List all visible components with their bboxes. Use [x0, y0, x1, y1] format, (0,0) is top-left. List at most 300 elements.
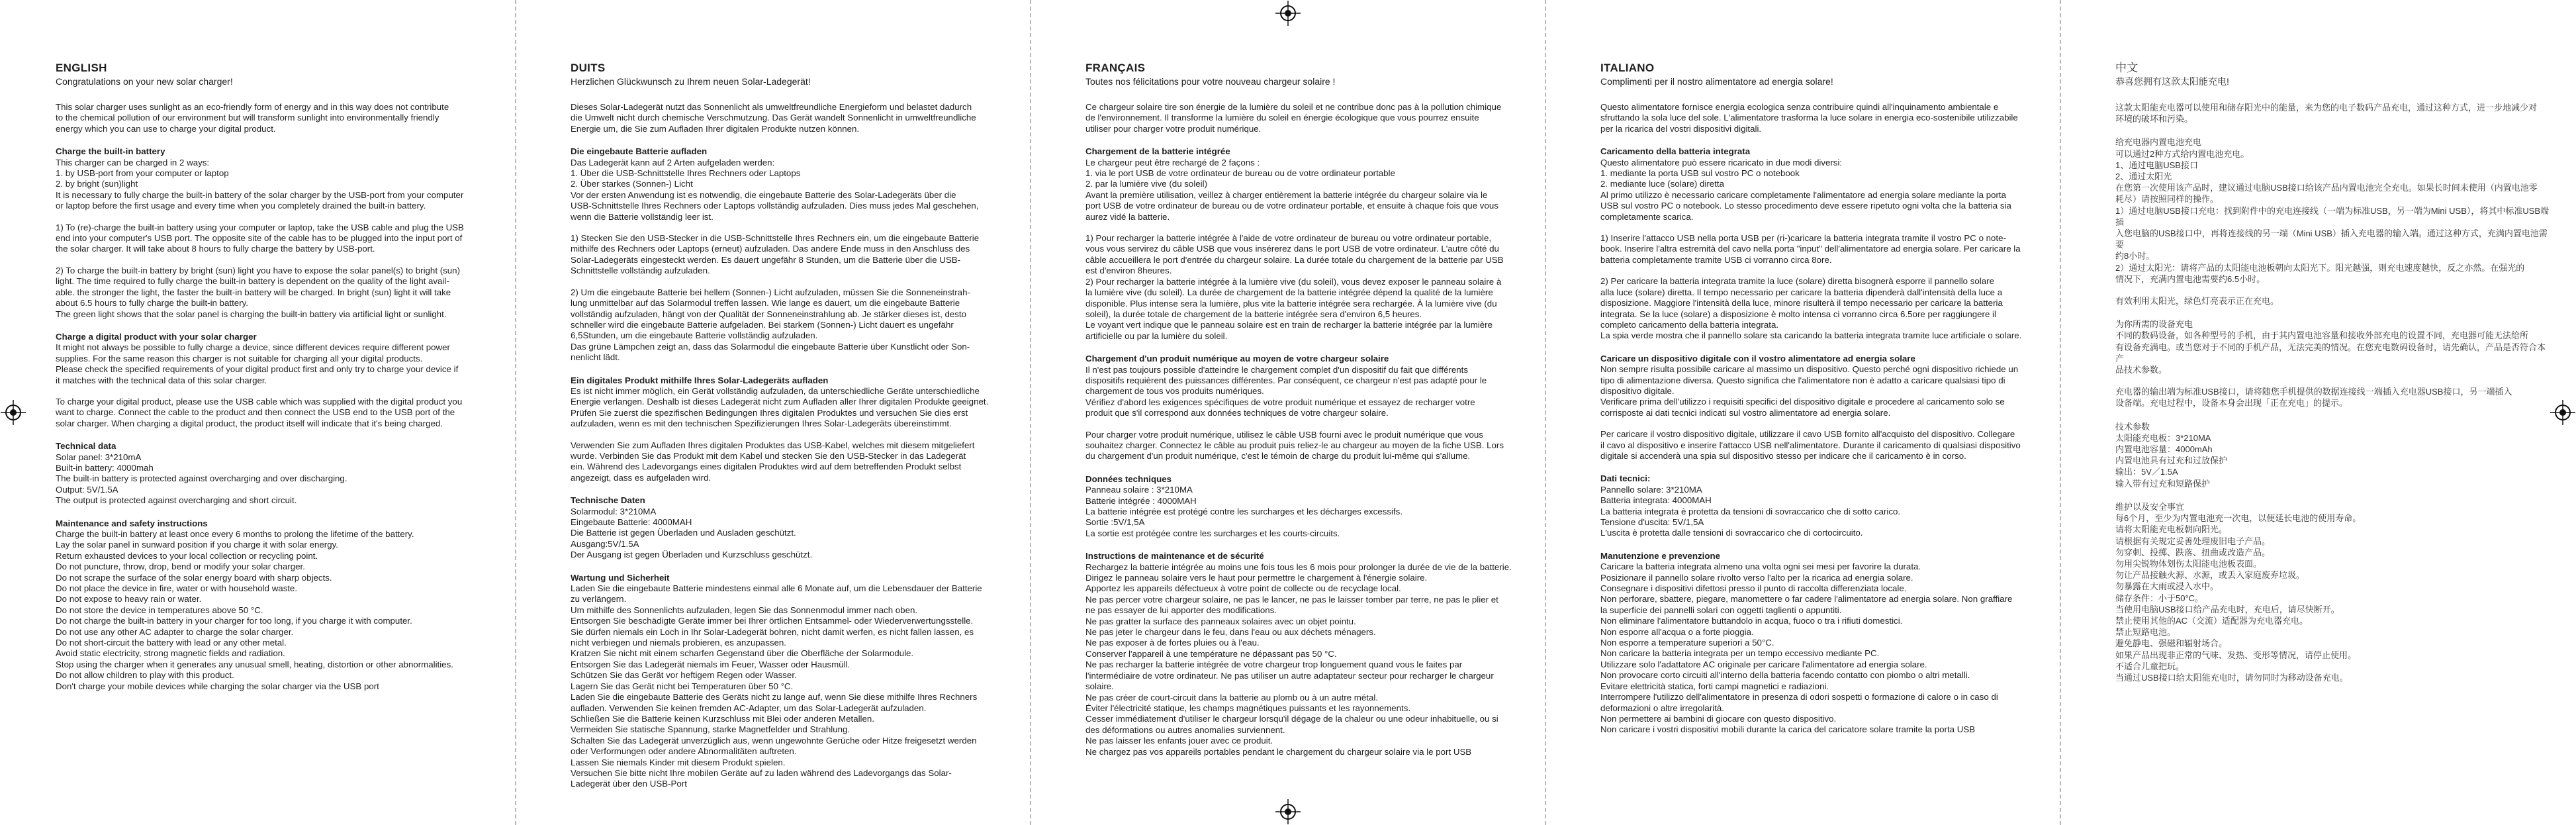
- text-line: USB sul vostro PC o notebook. Lo stesso procedimento deve essere ripetuto ogni volta che la batteria sia: [1600, 201, 2011, 211]
- section-title: Caricare un dispositivo digitale con il vostro alimentatore ad energia solare: [1600, 353, 1915, 364]
- text-line: Utilizzare solo l'adattatore AC originale per caricare l'alimentatore ad energia solare.: [1600, 659, 1927, 669]
- text-line: 维护以及安全事宜: [2115, 501, 2185, 512]
- intro-block: [1600, 75, 2080, 87]
- text-line: 技术参数: [2115, 421, 2150, 432]
- text-line: Sie dürfen niemals ein Loch in Ihr Solar-Ladegerät bohren, nicht damit werfen, es nicht fallen lassen, es: [571, 626, 974, 637]
- text-line: 1、通过电脑USB接口: [2115, 160, 2198, 170]
- text-line: Return exhausted devices to your local collection or recycling point.: [56, 550, 318, 561]
- text-line: 设备端。充电过程中，设备本身会出现「正在充电」的提示。: [2115, 398, 2348, 409]
- text-line: dispositivo digitale.: [1600, 385, 1675, 396]
- text-line: ein. Während des Ladevorgangs eines digitalen Produktes wird auf dem betreffenden Produkt selbst: [571, 461, 962, 472]
- text-line: Pannello solare: 3*210MA: [1600, 484, 1702, 495]
- text-line: Das Ladegerät kann auf 2 Arten aufgeladen werden:: [571, 157, 775, 168]
- text-line: Le voyant vert indique que le panneau solaire est en train de recharger la batterie intégrée par la lumière: [1085, 320, 1493, 330]
- text-line: Die Batterie ist gegen Überladen und Ausladen geschützt.: [571, 528, 796, 538]
- text-line: Avoid static electricity, strong magnetic fields and radiation.: [56, 648, 285, 659]
- text-line: per la ricarica del vostri dispositivi digitali.: [1600, 123, 1762, 134]
- text-line: La sortie est protégée contre les surcharges et les courts-circuits.: [1085, 528, 1340, 538]
- text-line: Versuchen Sie bitte nicht Ihre mobilen Geräte auf zu laden während des Ladevorgangs das Solar-: [571, 767, 952, 778]
- text-line: aufzuladen, wenn es mit den technischen Spezifizierungen Ihres Solar-Ladegeräts übereinstimmt.: [571, 418, 952, 429]
- text-line: Ne pas exposer à de fortes pluies ou à l'eau.: [1085, 638, 1260, 648]
- text-line: 储存条件：小于50°C。: [2115, 593, 2204, 603]
- text-line: Questo alimentatore fornisce energia ecologica senza contribuire quindi all'inquinamento ambientale e: [1600, 102, 1999, 112]
- text-line: book. Inserire l'altra estremità del cavo nella porta "input" dell'alimentatore ad energia solare. Per caricare la: [1600, 244, 2021, 254]
- language-heading: ITALIANO: [1600, 62, 1655, 74]
- section: [1085, 354, 1565, 462]
- text-line: to the chemical pollution of our environment but will transform sunlight into environmentally friendly: [56, 113, 439, 123]
- text-line: 勿暴露在大雨或浸入水中。: [2115, 581, 2219, 592]
- paragraph-gap: [2115, 375, 2552, 386]
- text-line: 2、通过太阳光: [2115, 171, 2172, 182]
- text-line: digitale si accenderà una spia sul dispositivo stesso per indicare che il caricamento è in corso.: [1600, 450, 1966, 461]
- text-line: Do not store the device in temperatures above 50 °C.: [56, 605, 263, 615]
- text-line: souhaitez charger. Connectez le câble au produit puis reliez-le au chargeur au moyen de la fiche USB. Lors: [1085, 440, 1504, 450]
- registration-crosshair-icon: [1, 400, 26, 425]
- text-line: 为你所需的设备充电: [2115, 319, 2193, 330]
- text-line: Non eliminare l'alimentatore buttandolo in acqua, fuoco o tra i rifiuti domestici.: [1600, 616, 1903, 626]
- text-line: Non perforare, sbattere, piegare, manomettere o far cadere l'alimentatore ad energia solare. Non graffiare: [1600, 594, 2013, 605]
- section: [1085, 551, 1565, 757]
- column-german: [571, 61, 1050, 799]
- section: [56, 441, 535, 506]
- paragraph-gap: [56, 386, 535, 397]
- paragraph-gap: [571, 277, 1050, 287]
- text-line: 勿穿刺、投掷、跌落、扭曲或改造产品。: [2115, 547, 2271, 558]
- text-line: 输出：5V／1.5A: [2115, 467, 2178, 477]
- language-heading: 中文: [2115, 62, 2139, 74]
- section: [571, 573, 1050, 790]
- language-heading: DUITS: [571, 62, 606, 74]
- text-line: Rechargez la batterie intégrée au moins une fois tous les 6 mois pour prolonger la durée de vie de la batterie.: [1085, 561, 1512, 572]
- text-line: Posizionare il pannello solare rivolto verso l'alto per la ricarica ad energia solare.: [1600, 572, 1913, 583]
- text-line: Ladegerät über den USB-Port: [571, 779, 687, 789]
- text-line: Built-in battery: 4000mah: [56, 462, 154, 473]
- section: [2115, 318, 2552, 409]
- section-title: Caricamento della batteria integrata: [1600, 146, 1751, 157]
- intro-line: Toutes nos félicitations pour votre nouveau chargeur solaire !: [1085, 76, 1336, 87]
- text-line: 勿用尖锐物体划伤太阳能电池板表面。: [2115, 558, 2262, 569]
- text-line: 禁止使用其他的AC（交流）适配器为充电器充电。: [2115, 615, 2309, 626]
- text-line: 输入带有过充和短路保护: [2115, 478, 2211, 489]
- text-line: the solar charger. It will take about 8 hours to fully charge the battery by USB-port.: [56, 244, 375, 254]
- text-line: Schließen Sie die Batterie keinen Kurzschluss mit Blei oder anderen Metallen.: [571, 713, 874, 724]
- text-line: dispositifs requièrent des puissances différentes. Par conséquent, ce chargeur n'est pas adapté pour le: [1085, 375, 1487, 385]
- column-english: [56, 61, 535, 799]
- text-line: vous vous servirez du câble USB que vous insérerez dans le port USB de votre ordinateur. L'autre côté du: [1085, 244, 1499, 254]
- text-line: Verificare prima dell'utilizzo i requisiti specifici del dispositivo digitale e procedere al caricamento solo se: [1600, 397, 2005, 407]
- text-line: supplies. For the same reason this charger is not suitable for charging all your digital products.: [56, 353, 423, 364]
- section: [1600, 146, 2080, 342]
- text-line: Der Ausgang ist gegen Überladen und Kurzschluss geschützt.: [571, 550, 813, 560]
- text-line: Kratzen Sie nicht mit einem scharfen Gegenstand über die Oberfläche der Solarmodule.: [571, 648, 914, 659]
- text-line: disponible. Plus intense sera la lumière, plus vite la batterie intégrée sera rechargée. À la lumière vive (du: [1085, 298, 1497, 309]
- text-line: energy which you can use to charge your digital product.: [56, 123, 276, 134]
- text-line: Das grüne Lämpchen zeigt an, dass das Solarmodul die eingebaute Batterie über Kunstlicht oder Son-: [571, 341, 970, 352]
- section: [571, 146, 1050, 363]
- text-line: it matches with the technical data of this solar charger.: [56, 375, 267, 385]
- text-line: 1) Stecken Sie den USB-Stecker in die USB-Schnittstelle Ihres Rechners ein, um die eingebaute Batterie: [571, 233, 980, 244]
- paragraph-gap: [1600, 418, 2080, 429]
- section-title: Ein digitales Produkt mithilfe Ihres Solar-Ladegeräts aufladen: [571, 375, 829, 385]
- text-line: This solar charger uses sunlight as an eco-friendly form of energy and in this way does not contribute: [56, 102, 449, 112]
- intro-block: [2115, 75, 2552, 87]
- text-line: Non provocare corto circuiti all'interno della batteria facendo contatto con piombo o altri metalli.: [1600, 670, 1970, 681]
- text-line: deformazioni o altre irregolarità.: [1600, 703, 1724, 713]
- text-line: 1. mediante la porta USB sul vostro PC o notebook: [1600, 168, 1800, 179]
- paragraph-gap: [1085, 222, 1565, 233]
- section: [2115, 136, 2552, 307]
- text-line: Questo alimentatore può essere ricaricato in due modi diversi:: [1600, 157, 1843, 168]
- text-line: die Umwelt nicht durch chemische Verschmutzung. Das Gerät wandelt Sonnenlicht in umweltfreundliche: [571, 113, 976, 123]
- intro-block: [571, 75, 1050, 87]
- text-line: sfruttando la sola luce del sole. L'alimentatore trasforma la luce solare in energia eco-sostenibile utilizzabile: [1600, 113, 2018, 123]
- section: [1600, 473, 2080, 538]
- text-line: tipo di alimentazione diversa. Questo significa che l'alimentatore non è adatto a caricare qualsiasi tipo di: [1600, 375, 2005, 385]
- text-line: 1. by USB-port from your computer or laptop: [56, 168, 229, 179]
- section: [1085, 146, 1565, 342]
- paragraph-gap: [1600, 266, 2080, 276]
- paragraph-gap: [571, 222, 1050, 233]
- text-line: 有效利用太阳光，绿色灯亮表示正在充电。: [2115, 296, 2279, 307]
- text-line: La batterie intégrée est protégé contre les surcharges et les décharges excessifs.: [1085, 507, 1403, 516]
- text-line: 当通过USB接口给太阳能充电时，请勿同时为移动设备充电。: [2115, 672, 2348, 683]
- text-line: The output is protected against overcharging and short circuit.: [56, 495, 297, 506]
- text-line: Tensione d'uscita: 5V/1,5A: [1600, 517, 1704, 527]
- paragraph-gap: [571, 430, 1050, 440]
- text-line: produit que s'il correspond aux données techniques de votre chargeur solaire.: [1085, 408, 1389, 418]
- registration-mark-left: [1, 400, 26, 425]
- text-line: 内置电池具有过充和过放保护: [2115, 456, 2228, 466]
- language-heading: ENGLISH: [56, 62, 107, 74]
- text-line: Do not allow children to play with this product.: [56, 670, 234, 681]
- text-line: alla luce (solare) diretta. Il tempo necessario per caricare la batteria dipenderà dall'intensità della luce a: [1600, 287, 2003, 297]
- text-line: Ne pas jeter le chargeur dans le feu, dans l'eau ou aux déchets ménagers.: [1085, 627, 1376, 638]
- text-line: batteria completamente tramite USB ci vorranno circa 8ore.: [1600, 254, 1832, 265]
- text-line: Please check the specified requirements of your digital product first and only try to charge your device if: [56, 364, 459, 375]
- text-line: Evitare elettricità statica, forti campi magnetici e radiazioni.: [1600, 681, 1829, 691]
- text-line: La batteria integrata è protetta da tensioni di sovraccarico che di sotto carico.: [1600, 506, 1901, 516]
- text-line: zu verlängern.: [571, 594, 627, 605]
- paragraph-gap: [56, 255, 535, 266]
- paragraph-gap: [1600, 222, 2080, 233]
- text-line: Do not puncture, throw, drop, bend or modify your solar charger.: [56, 561, 305, 572]
- text-line: port USB de votre ordinateur de bureau ou de votre ordinateur portable, et ensuite à chaque fois que vous: [1085, 201, 1498, 211]
- text-line: Éviter l'électricité statique, les champs magnétiques puissants et les rayonnements.: [1085, 703, 1411, 713]
- text-line: The green light shows that the solar panel is charging the built-in battery via artificial light or sunlight.: [56, 309, 447, 319]
- text-line: artificielle ou par la lumière du soleil.: [1085, 330, 1228, 341]
- section: [1085, 474, 1565, 539]
- text-line: 在您第一次使用该产品时，建议通过电脑USB接口给该产品内置电池完全充电。如果长时间未使用（内置电池零: [2115, 183, 2538, 193]
- text-line: Batterie intégrée : 4000MAH: [1085, 495, 1197, 506]
- section: [56, 518, 535, 693]
- section: [1600, 102, 2080, 134]
- text-line: Per caricare il vostro dispositivo digitale, utilizzare il cavo USB fornito all'acquisto del dispositivo. Collegare: [1600, 429, 2015, 440]
- column-italian: [1600, 61, 2080, 799]
- column-chinese: [2115, 61, 2552, 799]
- intro-line: Congratulations on your new solar charger!: [56, 76, 233, 87]
- text-line: 当使用电脑USB接口给产品充电时，充电后，请尽快断开。: [2115, 604, 2340, 614]
- text-line: 耗尽）请按照同样的操作。: [2115, 194, 2219, 205]
- text-line: end into your computer's USB port. The opposite site of the cable has to be plugged into the input port of: [56, 233, 463, 244]
- text-line: 2. by bright (sun)light: [56, 179, 138, 189]
- text-line: Lagern Sie das Gerät nicht bei Temperaturen über 50 °C.: [571, 681, 794, 691]
- text-line: 充电器的输出端为标准USB接口，请将随您手机提供的数据连接线一端插入充电器USB接口，另一端插入: [2115, 387, 2512, 397]
- text-line: 太阳能充电板：3*210MA: [2115, 432, 2211, 443]
- text-line: able. the stronger the light, the faster the built-in battery will be charged. In bright (sun) light it will take: [56, 287, 451, 297]
- text-line: Dieses Solar-Ladegerät nutzt das Sonnenlicht als umweltfreundliche Energieform und belastet dadurch: [571, 102, 972, 112]
- section: [1085, 102, 1565, 134]
- text-line: Il n'est pas toujours possible d'atteindre le chargement complet d'un dispositif du fait que différents: [1085, 364, 1468, 375]
- text-line: aufladen. Verwenden Sie keinen fremden AC-Adapter, um das Solar-Ladegerät aufzuladen.: [571, 703, 927, 713]
- text-line: Schützen Sie das Gerät vor heftigem Regen oder Wasser.: [571, 670, 797, 681]
- text-line: est d'environ 8heures.: [1085, 266, 1172, 276]
- text-line: 这款太阳能充电器可以使用和储存阳光中的能量，来为您的电子数码产品充电，通过这种方式，进一步地减少对: [2115, 103, 2538, 113]
- text-line: des déformations ou autres anomalies surviennent.: [1085, 724, 1285, 735]
- section: [571, 495, 1050, 560]
- text-line: Es ist nicht immer möglich, ein Gerät vollständig aufzuladen, da unterschiedliche Geräte unterschiedliche: [571, 385, 980, 396]
- text-line: La spia verde mostra che il pannello solare sta caricando la batteria integrata tramite luce artificiale o solare.: [1600, 330, 2022, 341]
- text-line: Non esporre all'acqua o a forte pioggia.: [1600, 626, 1754, 637]
- text-line: Vermeiden Sie statische Spannung, starke Magnetfelder und Strahlung.: [571, 724, 851, 735]
- section-title: Données techniques: [1085, 473, 1172, 484]
- intro-block: [1085, 75, 1565, 87]
- section-title: Die eingebaute Batterie aufladen: [571, 146, 708, 157]
- text-line: aurez vidé la batterie.: [1085, 211, 1170, 222]
- text-line: Entsorgen Sie beschädigte Geräte immer bei Ihrer örtlichen Entsammel- oder Wiederverwertungsstelle.: [571, 616, 974, 626]
- intro-line: Herzlichen Glückwunsch zu Ihrem neuen Solar-Ladegerät!: [571, 76, 811, 87]
- text-line: 1) To (re)-charge the built-in battery using your computer or laptop, take the USB cable and plug the USB: [56, 222, 464, 232]
- text-line: Consegnare i dispositivi difettosi presso il punto di raccolta differenziata locale.: [1600, 583, 1907, 594]
- text-line: solaire.: [1085, 681, 1114, 692]
- column-french: [1085, 61, 1565, 799]
- text-line: 勿让产品接触火源、水源，或丢入家庭废弃垃圾。: [2115, 570, 2305, 581]
- registration-crosshair-icon: [1275, 1, 1301, 26]
- text-line: 约8小时。: [2115, 251, 2155, 262]
- text-line: 情况下，充满内置电池需要约6.5小时。: [2115, 273, 2266, 284]
- text-line: vollständig aufzuladen, hängt von der Qualität der Sonneneinstrahlung ab. Je stärker dieses ist, desto: [571, 309, 966, 319]
- text-line: Sortie :5V/1,5A: [1085, 517, 1145, 528]
- section: [56, 146, 535, 320]
- text-line: Lassen Sie niemals Kinder mit diesem Produkt spielen.: [571, 757, 786, 767]
- text-line: 不适合儿童把玩。: [2115, 661, 2185, 671]
- text-line: Non sempre risulta possibile caricare al massimo un dispositivo. Questo perché ogni dispositivo richiede un: [1600, 364, 2019, 375]
- text-line: It is necessary to fully charge the built-in battery of the solar charger by the USB-port from your computer: [56, 189, 464, 200]
- text-line: il cavo al dispositivo e inserire l'attacco USB nell'alimentatore. Durante il caricamento di qualsiasi dispositivo: [1600, 440, 2021, 450]
- text-line: Le chargeur peut être rechargé de 2 façons :: [1085, 157, 1260, 168]
- text-line: Laden Sie die eingebaute Batterie des Geräts nicht zu lange auf, wenn Sie diese mithilfe Ihres Rechners: [571, 692, 978, 703]
- section: [1600, 354, 2080, 462]
- text-line: 6,5Stunden, um die eingebaute Batterie vollständig aufzuladen.: [571, 330, 818, 341]
- text-line: Do not scrape the surface of the solar energy board with sharp objects.: [56, 572, 332, 583]
- text-line: Solar-Ladegeräts eingesteckt werden. Es dauert ungefähr 8 Stunden, um die Batterie über die USB-: [571, 254, 961, 265]
- text-line: Lay the solar panel in sunward position if you charge it with solar energy.: [56, 540, 338, 550]
- text-line: Energie um, die Sie zum Aufladen Ihrer digitalen Produkte nutzen können.: [571, 123, 860, 134]
- text-line: 环境的破坏和污染。: [2115, 114, 2193, 124]
- text-line: 1. via le port USB de votre ordinateur de bureau ou de votre ordinateur portable: [1085, 168, 1395, 179]
- text-line: Energie verlangen. Deshalb ist dieses Ladegerät nicht zum Aufladen aller Ihrer digitalen Produkte geeignet.: [571, 397, 989, 407]
- text-line: Ne pas percer votre chargeur solaire, ne pas le lancer, ne pas le laisser tomber par terre, ne pas le plier et: [1085, 594, 1498, 605]
- text-line: Ne pas créer de court-circuit dans la batterie au plomb ou à un autre métal.: [1085, 692, 1378, 703]
- text-line: Do not charge the built-in battery in your charger for too long, if you charge it with computer.: [56, 616, 412, 626]
- text-line: du chargement d'un produit numérique, c'est le témoin de charge du produit lui-même qui s'allume.: [1085, 451, 1471, 461]
- text-line: soleil), la durée totale de chargement de la batterie intégrée sera d'environ 6,5 heures.: [1085, 309, 1422, 319]
- text-line: Conserver l'appareil à une température ne dépassant pas 50 °C.: [1085, 648, 1337, 659]
- text-line: Eingebaute Batterie: 4000MAH: [571, 517, 692, 527]
- text-line: Ne pas recharger la batterie intégrée de votre chargeur trop longuement quand vous le faites par: [1085, 659, 1463, 670]
- text-line: Do not use any other AC adapter to charge the solar charger.: [56, 626, 294, 637]
- section-title: Dati tecnici:: [1600, 473, 1651, 484]
- section-title: Technical data: [56, 441, 116, 452]
- text-line: 1. Über die USB-Schnittstelle Ihres Rechners oder Laptops: [571, 168, 801, 179]
- text-line: Avant la première utilisation, veillez à charger entièrement la batterie intégrée du chargeur solaire via le: [1085, 189, 1488, 200]
- section: [1600, 551, 2080, 736]
- text-line: completo caricamento della batteria integrata.: [1600, 319, 1779, 330]
- paragraph-gap: [2115, 285, 2552, 295]
- section-title: Chargement de la batterie intégrée: [1085, 146, 1230, 157]
- text-line: Solar panel: 3*210mA: [56, 452, 142, 462]
- text-line: Non caricare i vostri dispositivi mobili durante la carica del caricatore solare tramite la porta USB: [1600, 724, 1976, 735]
- language-heading: FRANÇAIS: [1085, 62, 1146, 74]
- text-line: Ce chargeur solaire tire son énergie de la lumière du soleil et ne contribue donc pas à la pollution chimique: [1085, 102, 1502, 112]
- text-line: Cesser immédiatement d'utiliser le chargeur lorsqu'il dégage de la chaleur ou une odeur inhabituelle, ou si: [1085, 714, 1498, 724]
- registration-mark-bottom: [1275, 799, 1301, 824]
- text-line: Non esporre a temperature superiori a 50°C.: [1600, 638, 1774, 648]
- section-title: Instructions de maintenance et de sécurité: [1085, 551, 1264, 561]
- text-line: Vor der ersten Anwendung ist es notwendig, die eingebaute Batterie des Solar-Ladegeräts über die: [571, 189, 956, 200]
- text-line: 2) To charge the built-in battery by bright (sun) light you have to expose the solar panel(s) to bright (sun): [56, 265, 461, 275]
- text-line: 可以通过2种方式给内置电池充电。: [2115, 148, 2250, 159]
- text-line: Ne pas gratter la surface des panneaux solaires avec un objet pointu.: [1085, 616, 1356, 626]
- text-line: Ne chargez pas vos appareils portables pendant le chargement du chargeur solaire via le port USB: [1085, 746, 1472, 757]
- text-line: USB-Schnittstelle Ihres Rechners oder Laptops vollständig aufzuladen. Dies muss jedes Mal geschehen,: [571, 201, 979, 211]
- text-line: la superficie dei pannelli solari con oggetti taglienti o appuntiti.: [1600, 605, 1842, 615]
- text-line: utiliser pour charger votre produit numérique.: [1085, 123, 1262, 134]
- section: [571, 102, 1050, 134]
- text-line: Dirigez le panneau solaire vers le haut pour permettre le chargement à l'énergie solaire.: [1085, 573, 1428, 583]
- section: [2115, 102, 2552, 124]
- text-line: 入您电脑的USB接口中，再将连接线的另一端（Mini USB）插入充电器的输入端。通过这种方式，充满内置电池需要: [2115, 228, 2548, 250]
- section: [56, 102, 535, 134]
- text-line: To charge your digital product, please use the USB cable which was supplied with the digital product you: [56, 396, 463, 407]
- text-line: Um mithilfe des Sonnenlichts aufzuladen, legen Sie das Sonnenmodul immer nach oben.: [571, 605, 918, 615]
- text-line: nicht verbiegen und niemals probieren, es anzupassen.: [571, 638, 786, 648]
- text-line: 请将太阳能充电板朝向阳光。: [2115, 524, 2228, 535]
- text-line: Vérifiez d'abord les exigences spécifiques de votre produit numérique et essayez de recharger votre: [1085, 397, 1475, 407]
- text-line: de l'environnement. Il transforme la lumière du soleil en énergie écologique que vous pourrez ensuite: [1085, 113, 1479, 123]
- text-line: wurde. Verbinden Sie das Produkt mit dem Kabel und stecken Sie den USB-Stecker in das Ladegerät: [571, 450, 966, 461]
- text-line: 2) Per caricare la batteria integrata tramite la luce (solare) diretta bisognerà esporre il pannello solare: [1600, 276, 1994, 287]
- text-line: solar charger. When charging a digital product, the product itself will indicate that it's being charged.: [56, 418, 443, 428]
- section: [56, 332, 535, 429]
- text-line: corrisposte ai dati tecnici indicati sul vostro alimentatore ad energia solare.: [1600, 407, 1891, 418]
- section: [2115, 501, 2552, 683]
- text-line: Stop using the charger when it generates any unusual smell, heating, distortion or other abnormalities.: [56, 659, 453, 669]
- text-line: Don't charge your mobile devices while charging the solar charger via the USB port: [56, 681, 379, 691]
- text-line: Caricare la batteria integrata almeno una volta ogni sei mesi per favorire la durata.: [1600, 561, 1921, 572]
- text-line: Batteria integrata: 4000MAH: [1600, 495, 1712, 506]
- text-line: 内置电池容量：4000mAh: [2115, 444, 2213, 455]
- text-line: 1) Pour recharger la batterie intégrée à l'aide de votre ordinateur de bureau ou votre ordinateur portable,: [1085, 233, 1492, 244]
- text-line: 禁止短路电池。: [2115, 627, 2176, 638]
- section-title: Maintenance and safety instructions: [56, 518, 208, 528]
- text-line: schneller wird die eingebaute Batterie aufgeladen. Bei starkem (Sonnen-) Licht dauert es ungefähr: [571, 319, 954, 330]
- text-line: The built-in battery is protected against overcharging and over discharging.: [56, 473, 347, 484]
- section-title: Manutenzione e prevenzione: [1600, 550, 1721, 561]
- text-line: integrata. Se la luce (solare) a disposizione è molto intensa ci vorranno circa 6.5ore per raggiungere il: [1600, 309, 1996, 319]
- text-line: 不同的数码设备，如各种型号的手机，由于其内置电池容量和接收外部充电的设置不同，充电器可能无法给所: [2115, 330, 2529, 341]
- text-line: 2. mediante luce (solare) diretta: [1600, 179, 1724, 189]
- text-line: Schalten Sie das Ladegerät unverzüglich aus, wenn ungewohnte Gerüche oder Hitze freigesetzt werden: [571, 735, 977, 746]
- section: [2115, 421, 2552, 489]
- text-line: mithilfe des Rechners oder Laptops (erneut) aufzuladen. Das andere Ende muss in den Anschluss des: [571, 244, 970, 254]
- intro-block: [56, 75, 535, 87]
- text-line: Interrompere l'utilizzo dell'alimentatore in presenza di odori sospetti o formazione di calore o in caso di: [1600, 692, 1998, 703]
- text-line: Output: 5V/1.5A: [56, 484, 118, 495]
- text-line: This charger can be charged in 2 ways:: [56, 157, 210, 168]
- section-title: Charge a digital product with your solar charger: [56, 331, 257, 342]
- text-line: Charge the built-in battery at least once every 6 months to prolong the lifetime of the battery.: [56, 529, 414, 539]
- intro-line: Complimenti per il nostro alimentatore ad energia solare!: [1600, 76, 1833, 87]
- text-line: Pour charger votre produit numérique, utilisez le câble USB fourni avec le produit numérique que vous: [1085, 429, 1483, 440]
- text-line: Do not place the device in fire, water or with household waste.: [56, 583, 298, 594]
- section-title: Technische Daten: [571, 495, 645, 506]
- text-line: about 6.5 hours to fully charge the built-in battery.: [56, 298, 248, 309]
- text-line: 2）通过太阳光：请将产品的太阳能电池板朝向太阳光下。阳光越强，则充电速度越快，反之亦然。在强光的: [2115, 262, 2525, 273]
- registration-mark-right: [2550, 400, 2575, 425]
- paragraph-gap: [56, 212, 535, 222]
- text-line: want to charge. Connect the cable to the product and then connect the USB end to the USB port of the: [56, 407, 455, 418]
- text-line: 避免静电、强磁和辐射场合。: [2115, 638, 2228, 649]
- text-line: angezeigt, dass es aufgeladen wird.: [571, 472, 712, 483]
- text-line: completamente scarica.: [1600, 211, 1694, 222]
- text-line: 2. Über starkes (Sonnen-) Licht: [571, 179, 693, 189]
- text-line: oder Verformungen oder andere Abnormalitäten auftreten.: [571, 746, 797, 757]
- text-line: 2) Pour recharger la batterie intégrée à la lumière vive (du soleil), vous devez exposer le panneau solaire à: [1085, 276, 1502, 287]
- text-line: 2) Um die eingebaute Batterie bei hellem (Sonnen-) Licht aufzuladen, müssen Sie die Sonneneinstrah-: [571, 287, 970, 297]
- text-line: Do not expose to heavy rain or water.: [56, 594, 202, 605]
- registration-crosshair-icon: [1275, 799, 1301, 824]
- registration-mark-top: [1275, 1, 1301, 26]
- text-line: Solarmodul: 3*210MA: [571, 506, 657, 516]
- text-line: Verwenden Sie zum Aufladen Ihres digitalen Produktes das USB-Kabel, welches mit diesem mitgeliefert: [571, 440, 975, 450]
- text-line: 2. par la lumière vive (du soleil): [1085, 179, 1208, 189]
- text-line: Do not short-circuit the battery with lead or any other metal.: [56, 638, 287, 648]
- text-line: Entsorgen Sie das Ladegerät niemals im Feuer, Wasser oder Hausmüll.: [571, 659, 851, 669]
- text-line: L'uscita è protetta dalle tensioni di sovraccarico che di cortocircuito.: [1600, 528, 1863, 538]
- text-line: l'intermédiaire de votre ordinateur. Ne pas utiliser un autre adaptateur secteur pour recharger le chargeur: [1085, 670, 1494, 681]
- text-line: Al primo utilizzo è necessario caricare completamente l'alimentatore ad energia solare mediante la porta: [1600, 189, 2007, 200]
- text-line: Non permettere ai bambini di giocare con questo dispositivo.: [1600, 713, 1837, 724]
- registration-crosshair-icon: [2550, 400, 2575, 425]
- text-line: 请根据有关规定妥善处理废旧电子产品。: [2115, 536, 2271, 546]
- text-line: câble accueillera le port d'entrée du chargeur solaire. La durée totale du chargement de la batterie par USB: [1085, 254, 1504, 265]
- text-line: It might not always be possible to fully charge a device, since different devices require different power: [56, 342, 450, 353]
- section-title: Chargement d'un produit numérique au moyen de votre chargeur solaire: [1085, 354, 1389, 364]
- text-line: Ne pas laisser les enfants jouer avec ce produit.: [1085, 736, 1273, 746]
- text-line: Ausgang:5V/1.5A: [571, 538, 639, 549]
- text-line: ne pas essayer de lui apporter des modifications.: [1085, 605, 1277, 616]
- text-line: Panneau solaire : 3*210MA: [1085, 485, 1193, 495]
- text-line: or laptop before the first usage and every time when you completely drained the built-in battery.: [56, 201, 426, 211]
- text-line: 如果产品出现非正常的气味、发热、变形等情况，请停止使用。: [2115, 650, 2357, 660]
- paragraph-gap: [1085, 419, 1565, 430]
- text-line: Apportez les appareils défectueux à votre point de collecte ou de recyclage local.: [1085, 583, 1401, 594]
- text-line: Non caricare la batteria integrata per un tempo eccessivo mediante PC.: [1600, 648, 1880, 659]
- text-line: 有设备充满电。或当您对于不同的手机产品，无法完美的情况。在您充电数码设备时，请先确认，产品是否符合本产: [2115, 342, 2546, 364]
- section-title: Charge the built-in battery: [56, 146, 165, 157]
- section-title: Wartung und Sicherheit: [571, 572, 670, 583]
- text-line: 每6个月，至少为内置电池充一次电，以便延长电池的使用寿命。: [2115, 513, 2362, 524]
